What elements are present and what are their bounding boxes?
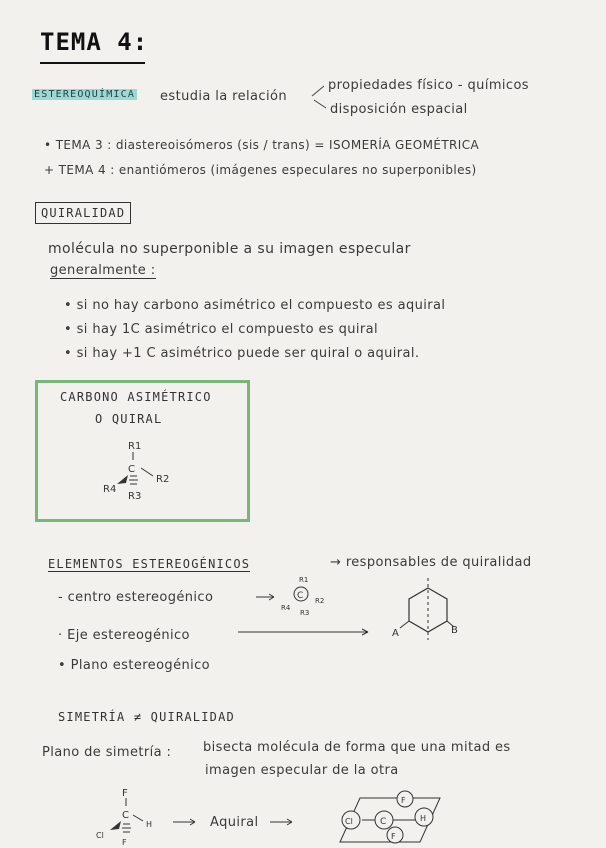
quiralidad-item-1-text: si no hay carbono asimétrico el compuesto es aquiral bbox=[76, 298, 446, 313]
intro-branch-2: disposición espacial bbox=[330, 102, 468, 117]
centro-r4-label: R4 bbox=[281, 604, 291, 612]
bullet-tema4: + TEMA 4 : enantiómeros (imágenes especulares no superponibles) bbox=[44, 163, 477, 177]
sim-f-top: F bbox=[122, 788, 128, 799]
bond-right bbox=[141, 468, 153, 476]
carbono-r3-label: R3 bbox=[128, 491, 142, 502]
centro-c-label: C bbox=[297, 591, 304, 601]
centro-r1-label: R1 bbox=[299, 576, 309, 584]
quiralidad-heading: QUIRALIDAD bbox=[35, 202, 131, 224]
aquiral-label: Aquiral bbox=[210, 815, 259, 830]
intro-text: estudia la relación bbox=[160, 89, 287, 104]
sim-bond-right bbox=[133, 815, 143, 821]
carbono-r4-label: R4 bbox=[103, 484, 117, 495]
wedge-bond-icon bbox=[117, 475, 128, 484]
term-highlight: ESTEREOQUÍMICA bbox=[34, 89, 136, 100]
bullet-tema3: • TEMA 3 : diastereoisómeros (sis / trans) = ISOMERÍA GEOMÉTRICA bbox=[44, 138, 480, 152]
carbono-molecule bbox=[103, 441, 169, 502]
bond-a bbox=[400, 621, 409, 628]
elementos-arrow-text: → responsables de quiralidad bbox=[330, 555, 532, 570]
centro-molecule bbox=[281, 576, 324, 617]
carbono-c-label: C bbox=[128, 464, 135, 475]
centro-r3-label: R3 bbox=[300, 609, 310, 617]
ring-label-b: B bbox=[451, 625, 458, 636]
simetria-molecule bbox=[96, 788, 152, 847]
branch-brace-icon bbox=[312, 86, 326, 108]
elementos-item-3: • Plano estereogénico bbox=[58, 658, 211, 673]
plane-f-top: F bbox=[401, 796, 406, 805]
sim-cl: Cl bbox=[96, 831, 104, 840]
symmetry-plane-diagram bbox=[340, 791, 440, 843]
elementos-item-1: - centro estereogénico bbox=[58, 590, 214, 605]
sim-c: C bbox=[122, 810, 129, 821]
carbono-box-line1: CARBONO ASIMÉTRICO bbox=[60, 390, 212, 404]
bullet-tema4-text: TEMA 4 : enantiómeros (imágenes especulares no superponibles) bbox=[58, 163, 477, 177]
intro-branch-1: propiedades físico - químicos bbox=[328, 78, 529, 93]
quiralidad-definition: molécula no superponible a su imagen especular bbox=[48, 241, 411, 257]
ring-label-a: A bbox=[392, 628, 399, 639]
page-title: TEMA 4: bbox=[40, 28, 149, 56]
plano-simetria-text-1: bisecta molécula de forma que una mitad es bbox=[203, 740, 511, 755]
sim-hash-icon bbox=[122, 824, 131, 832]
carbono-box-line2: O QUIRAL bbox=[95, 412, 163, 426]
bullet-tema3-text: TEMA 3 : diastereoisómeros (sis / trans) = ISOMERÍA GEOMÉTRICA bbox=[55, 138, 480, 152]
elementos-item-1-text: centro estereogénico bbox=[67, 590, 214, 605]
sim-wedge-icon bbox=[110, 821, 121, 830]
quiralidad-item-3-text: si hay +1 C asimétrico puede ser quiral o aquiral. bbox=[76, 346, 420, 361]
plano-simetria-text-2: imagen especular de la otra bbox=[205, 763, 399, 778]
elementos-heading-text: ELEMENTOS ESTEREOGÉNICOS bbox=[48, 557, 251, 571]
plane-h: H bbox=[420, 814, 427, 823]
centro-r2-label: R2 bbox=[315, 597, 325, 605]
sim-h: H bbox=[146, 820, 153, 829]
plano-simetria-label: Plano de simetría : bbox=[42, 745, 172, 760]
generalmente-label: generalmente : bbox=[50, 263, 156, 278]
quiralidad-item-2: • si hay 1C asimétrico el compuesto es quiral bbox=[64, 322, 379, 337]
elementos-item-2-text: Eje estereogénico bbox=[67, 628, 190, 643]
plane-f-bottom: F bbox=[391, 832, 396, 841]
quiralidad-item-3: • si hay +1 C asimétrico puede ser quiral o aquiral. bbox=[64, 346, 420, 361]
eje-ring bbox=[392, 578, 458, 640]
hash-bond-icon bbox=[129, 476, 138, 484]
elementos-item-3-text: Plano estereogénico bbox=[70, 658, 211, 673]
carbono-r1-label: R1 bbox=[128, 441, 142, 452]
simetria-heading: SIMETRÍA ≠ QUIRALIDAD bbox=[58, 710, 235, 724]
plane-cl: Cl bbox=[345, 817, 353, 826]
sim-f-bottom: F bbox=[122, 838, 127, 847]
quiralidad-item-1: • si no hay carbono asimétrico el compuesto es aquiral bbox=[64, 298, 446, 313]
elementos-item-2: · Eje estereogénico bbox=[58, 628, 190, 643]
carbono-r2-label: R2 bbox=[156, 474, 170, 485]
plane-c: C bbox=[380, 817, 387, 827]
quiralidad-item-2-text: si hay 1C asimétrico el compuesto es quiral bbox=[76, 322, 379, 337]
